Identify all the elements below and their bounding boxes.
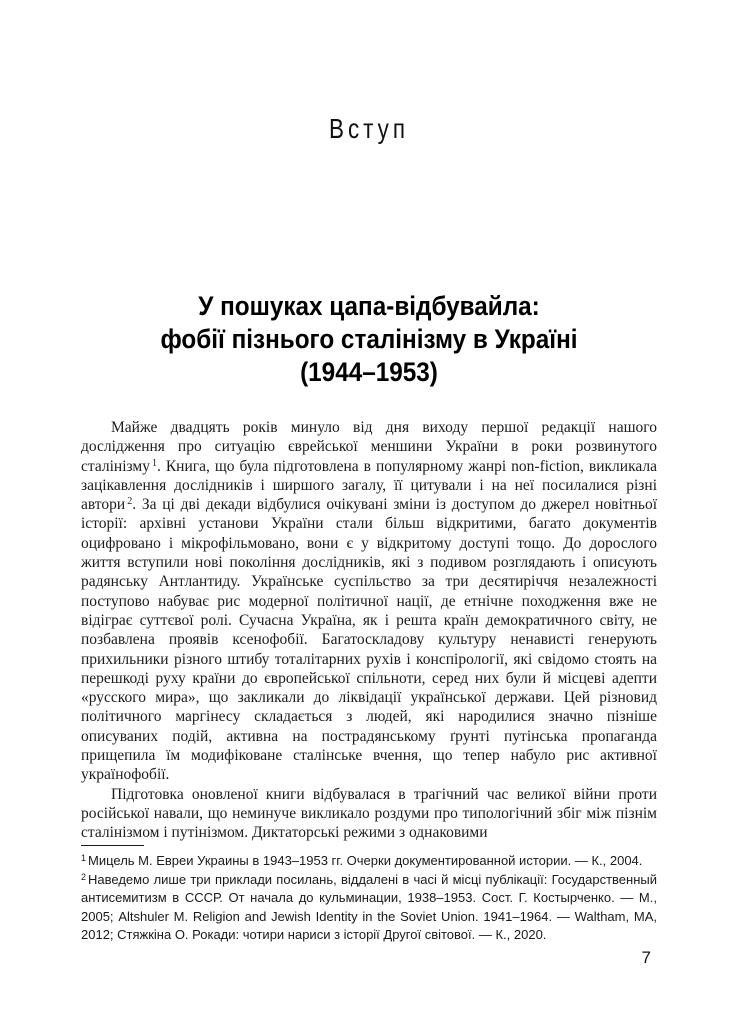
chapter-title-line-3: (1944–1953) [300,357,438,387]
chapter-title-line-1: У пошуках цапа-відбувайла: [198,291,540,321]
footnote-2 [81,871,657,945]
chapter-title [37,290,701,389]
paragraph-2: Підготовка оновленої книги відбувалася в трагічний час великої війни проти російської навали, що неминуче викликало роздуми про типологічний збіг між пізнім сталінізмом і путінізмом. Диктаторські режими з однаковими [81,785,657,842]
paragraph-1-text: . За ці дві декади відбулися очікувані зміни із доступом до джерел новітньої історії: архівні установи України стали більш відкритими, багато документів оцифровано і мікрофільмовано, вони є у відкритому доступі тощо. До дорослого життя вступили нові покоління дослідників, які з подивом розглядають і описують радянську Антлантиду. Українське суспільство за три десятиріччя незалежності поступово набуває рис модерної політичної нації, де етнічне походження вже не відіграє суттєвої ролі. Сучасна Україна, як і решта країн демократичного світу, не позбавлена проявів ксенофобії. Багатоскладову культуру ненависті генерують прихильники різного штибу тоталітарних рухів і конспірології, які свідомо стоять на перешкоді руху країни до європейської спільноти, серед них були й місцеві адепти «русского мира», що закликали до ліквідації української держави. Цей різновид політичного маргінесу складається з людей, які народилися значно пізніше описуваних подій, активна на пострадянському ґрунті путінська пропаганда прищепила їм модифіковане сталінське вчення, що тепер набуло рис активної українофобії. [81,496,657,784]
chapter-title-line-2: фобії пізнього сталінізму в Україні [160,324,578,354]
page-number: 7 [641,948,651,967]
footnote-2-text: Наведемо лише три приклади посилань, віддалені в часі й місці публікації: Государственный антисемитизм в СССР. От начала до кульминации, 1938–1953. Сост. Г. Костырченко. — М., 2005; Altshuler M. Religion and Jewish Identity in the Soviet Union. 1941–1964. — Waltham, MA, 2012; Стяжкіна О. Рокади: чотири нариси з історії Другої світової. — К., 2020. [81,871,657,942]
footnote-separator [81,845,144,846]
footnotes [81,845,657,945]
footnote-1-marker: 1 [81,853,87,863]
body-text [81,418,657,843]
paragraph-1 [81,418,657,785]
paragraph-1-text: . Книга, що була підготовлена в популярному жанрі non-fiction, викликала зацікавлення дослідників і ширшого загалу, її цитували і на неї посилалися різні автори [81,457,657,514]
footnote-1-text: Мицель М. Евреи Украины в 1943–1953 гг. Очерки документированной истории. — К., 2004. [88,853,643,868]
running-head: Вступ [329,113,409,144]
footnote-ref-2: 2 [127,496,133,508]
footnote-2-marker: 2 [81,871,87,882]
paragraph-1-text: Майже двадцять років минуло від дня виходу першої редакції нашого дослідження про ситуацію єврейської меншини України в роки розвинутого сталінізму [81,419,657,475]
footnote-ref-1: 1 [151,457,157,469]
footnote-1 [81,852,657,871]
